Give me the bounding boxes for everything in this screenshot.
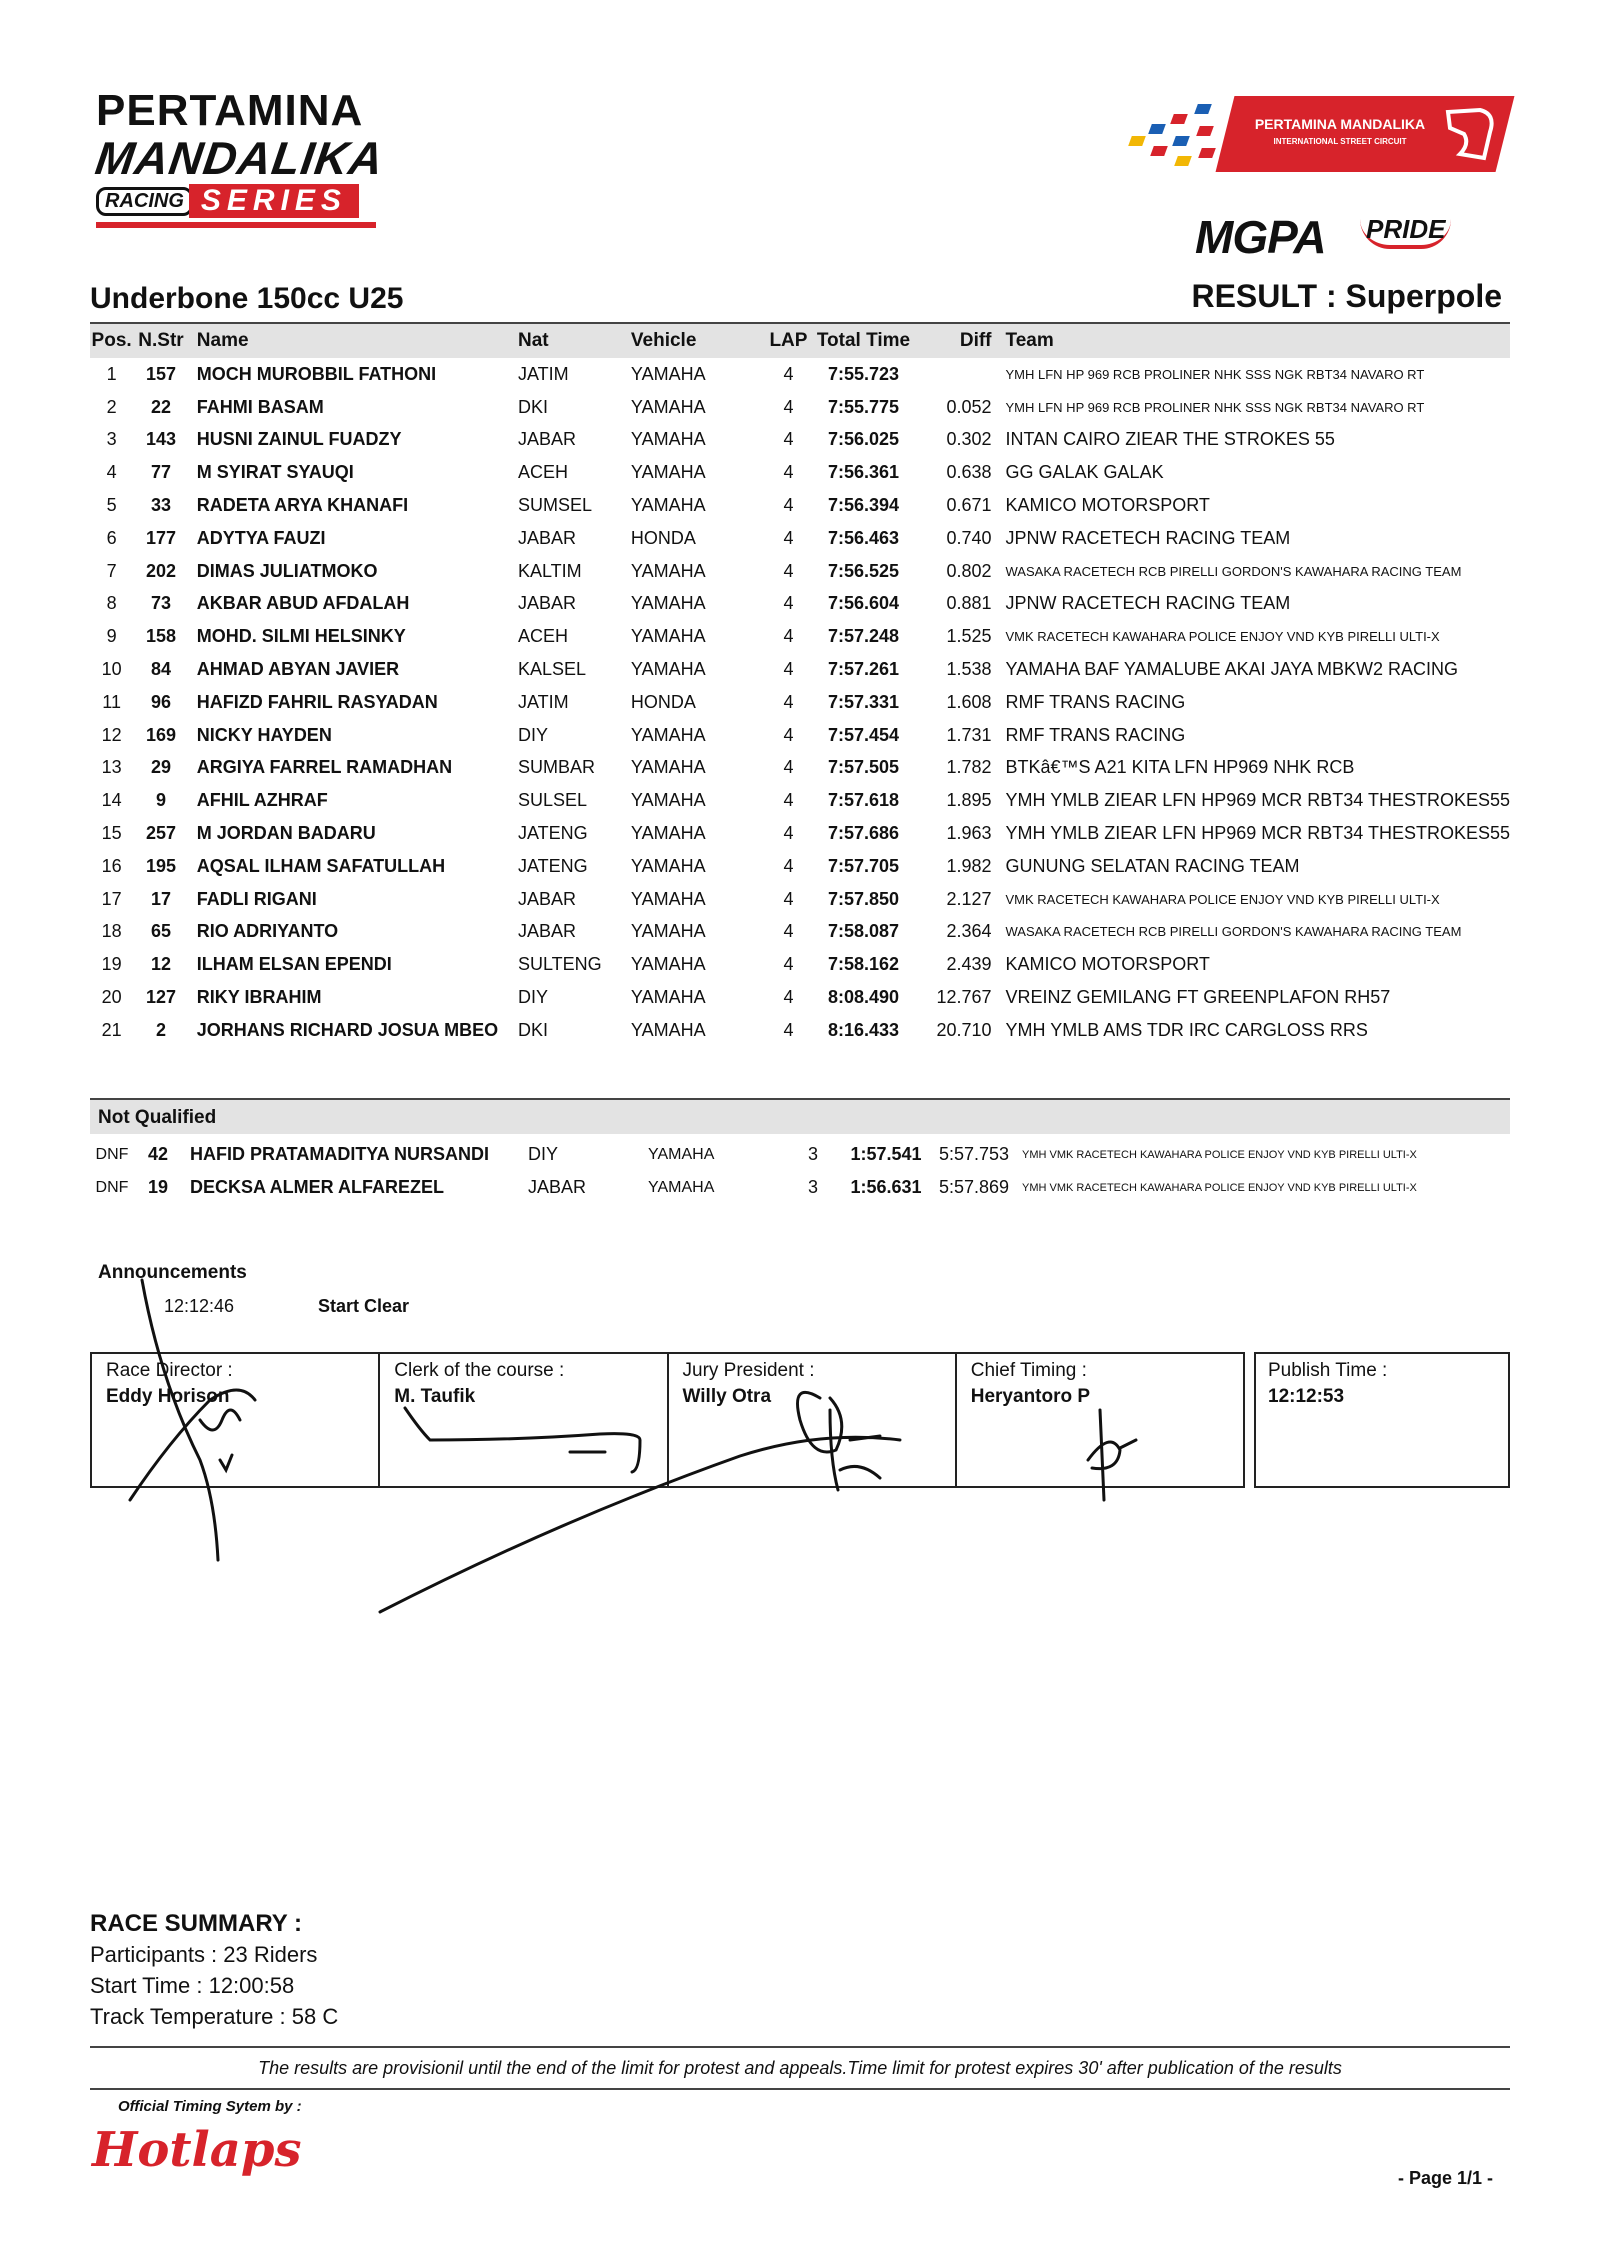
cell-pos: 12 — [101, 724, 122, 745]
cell-lap: 4 — [783, 888, 794, 909]
result-row — [90, 817, 1510, 850]
cell-nstr: 17 — [150, 888, 172, 909]
cell-vehicle: YAMAHA — [630, 954, 706, 975]
cell-nat: SUMSEL — [517, 495, 593, 516]
cell-pos: 6 — [106, 527, 117, 548]
cell-lap: 4 — [783, 527, 794, 548]
cell-nat: JATIM — [517, 691, 569, 712]
official-race-director — [92, 1354, 380, 1486]
cell-nat: JABAR — [517, 429, 577, 450]
cell-nat: KALSEL — [517, 659, 587, 680]
cell-total-time: 7:57.618 — [827, 790, 900, 811]
cell-diff: 5:57.869 — [938, 1177, 1010, 1197]
cell-nstr: 33 — [150, 495, 172, 516]
cell-name: AQSAL ILHAM SAFATULLAH — [196, 855, 446, 876]
cell-vehicle: YAMAHA — [648, 1178, 715, 1196]
cell-name: DECKSA ALMER ALFAREZEL — [190, 1177, 444, 1197]
cell-name: ARGIYA FARREL RAMADHAN — [196, 757, 453, 778]
result-row — [90, 489, 1510, 522]
cell-vehicle: YAMAHA — [630, 363, 706, 384]
result-row — [90, 588, 1510, 621]
cell-lap: 4 — [783, 429, 794, 450]
cell-vehicle: YAMAHA — [630, 823, 706, 844]
cell-lap: 3 — [807, 1177, 818, 1197]
logo-line-2: MANDALIKA — [92, 132, 388, 184]
results-table — [90, 322, 1510, 1047]
cell-lap: 4 — [783, 790, 794, 811]
announcement-text: Start Clear — [318, 1296, 410, 1316]
cell-diff: 12.767 — [936, 987, 992, 1008]
cell-vehicle: HONDA — [630, 527, 696, 548]
circuit-track-icon — [1440, 104, 1500, 166]
logo-line-1: PERTAMINA — [96, 86, 364, 135]
cell-total-time: 7:58.087 — [827, 921, 900, 942]
cell-team: JPNW RACETECH RACING TEAM — [1005, 593, 1291, 614]
result-row — [90, 555, 1510, 588]
result-row — [90, 948, 1510, 981]
cell-diff: 1.608 — [946, 691, 992, 712]
cell-nat: ACEH — [517, 626, 568, 647]
officials-box — [90, 1352, 1245, 1488]
cell-pos: 5 — [106, 495, 117, 516]
cell-pos: 13 — [101, 757, 122, 778]
col-lap: LAP — [765, 323, 813, 358]
cell-name: AKBAR ABUD AFDALAH — [196, 593, 410, 614]
official-name: Eddy Horison — [106, 1386, 230, 1407]
cell-team: YMH YMLB ZIEAR LFN HP969 MCR RBT34 THESTROKES55 — [1005, 790, 1510, 811]
cell-team: WASAKA RACETECH RCB PIRELLI GORDON'S KAWAHARA RACING TEAM — [1005, 924, 1462, 940]
cell-name: ILHAM ELSAN EPENDI — [196, 954, 392, 975]
cell-name: HUSNI ZAINUL FUADZY — [196, 429, 402, 450]
cell-pos: DNF — [95, 1145, 129, 1163]
cell-diff: 2.364 — [946, 921, 992, 942]
cell-name: MOCH MUROBBIL FATHONI — [196, 363, 437, 384]
cell-name: NICKY HAYDEN — [196, 724, 332, 745]
cell-nat: DIY — [517, 987, 548, 1008]
cell-lap: 4 — [783, 1019, 794, 1040]
col-nstr: N.Str — [133, 323, 189, 358]
cell-nat: ACEH — [517, 462, 568, 483]
cell-nat: DIY — [517, 724, 548, 745]
result-row — [90, 620, 1510, 653]
logo-racing: RACING — [96, 187, 193, 216]
cell-nstr: 19 — [147, 1177, 169, 1197]
cell-lap: 4 — [783, 462, 794, 483]
result-row — [90, 522, 1510, 555]
cell-nat: DKI — [517, 396, 548, 417]
announcements-title: Announcements — [98, 1262, 247, 1283]
race-summary — [90, 1908, 338, 2032]
cell-total-time: 8:08.490 — [827, 987, 900, 1008]
cell-pos: 7 — [106, 560, 117, 581]
cell-team: JPNW RACETECH RACING TEAM — [1005, 527, 1291, 548]
cell-nstr: 169 — [145, 724, 177, 745]
cell-pos: 3 — [106, 429, 117, 450]
cell-pos: 11 — [102, 691, 121, 712]
not-qualified-body — [90, 1138, 1417, 1204]
cell-vehicle: YAMAHA — [630, 888, 706, 909]
cell-nstr: 158 — [145, 626, 177, 647]
cell-nat: JABAR — [517, 921, 577, 942]
cell-nstr: 195 — [145, 855, 177, 876]
cell-vehicle: YAMAHA — [630, 790, 706, 811]
cell-team: BTKâ€™S A21 KITA LFN HP969 NHK RCB — [1005, 757, 1355, 778]
cell-nstr: 84 — [150, 659, 172, 680]
cell-team: YMH LFN HP 969 RCB PROLINER NHK SSS NGK RBT34 NAVARO RT — [1005, 366, 1425, 382]
timing-system-label: Official Timing Sytem by : — [118, 2098, 302, 2115]
cell-pos: 9 — [106, 626, 117, 647]
result-row — [90, 391, 1510, 424]
cell-diff: 1.982 — [946, 855, 992, 876]
cell-name: DIMAS JULIATMOKO — [196, 560, 378, 581]
cell-name: AFHIL AZHRAF — [196, 790, 328, 811]
cell-team: VREINZ GEMILANG FT GREENPLAFON RH57 — [1005, 987, 1391, 1008]
circuit-logo — [1130, 96, 1510, 176]
not-qualified-row — [90, 1171, 1417, 1204]
cell-diff: 0.052 — [946, 396, 992, 417]
result-row — [90, 456, 1510, 489]
cell-diff: 0.740 — [946, 527, 992, 548]
publish-label: Publish Time : — [1268, 1360, 1388, 1381]
publish-time-box — [1254, 1352, 1510, 1488]
cell-nat: KALTIM — [517, 560, 582, 581]
cell-nat: JABAR — [517, 888, 577, 909]
cell-pos: 8 — [106, 593, 117, 614]
cell-team: GG GALAK GALAK — [1005, 462, 1164, 483]
page-number: - Page 1/1 - — [1398, 2168, 1494, 2188]
cell-team: YMH YMLB AMS TDR IRC CARGLOSS RRS — [1005, 1019, 1368, 1040]
cell-pos: 1 — [106, 363, 117, 384]
cell-nstr: 9 — [156, 790, 167, 811]
cell-total-time: 7:57.261 — [827, 659, 900, 680]
cell-nat: DIY — [528, 1144, 559, 1164]
cell-vehicle: HONDA — [630, 691, 696, 712]
logo-series: SERIES — [189, 184, 359, 218]
result-row — [90, 883, 1510, 916]
cell-name: FAHMI BASAM — [196, 396, 324, 417]
cell-pos: DNF — [95, 1178, 129, 1196]
result-row — [90, 981, 1510, 1014]
summary-track-temp: Track Temperature : 58 C — [90, 2004, 339, 2029]
results-body — [90, 358, 1510, 1047]
official-label: Clerk of the course : — [394, 1360, 565, 1381]
cell-total-time: 7:56.361 — [827, 462, 900, 483]
official-label: Chief Timing : — [970, 1360, 1087, 1381]
result-row — [90, 916, 1510, 949]
col-pos: Pos. — [90, 323, 133, 358]
cell-team: YAMAHA BAF YAMALUBE AKAI JAYA MBKW2 RACING — [1005, 659, 1458, 680]
cell-pos: 2 — [106, 396, 117, 417]
cell-nat: SUMBAR — [517, 757, 595, 778]
cell-name: RADETA ARYA KHANAFI — [196, 495, 409, 516]
cell-diff: 1.895 — [946, 790, 992, 811]
cell-pos: 17 — [101, 888, 122, 909]
cell-vehicle: YAMAHA — [630, 1019, 706, 1040]
cell-vehicle: YAMAHA — [630, 462, 706, 483]
cell-diff: 1.963 — [946, 823, 992, 844]
not-qualified-row — [90, 1138, 1417, 1171]
cell-name: HAFIZD FAHRIL RASYADAN — [196, 691, 438, 712]
cell-lap: 4 — [783, 495, 794, 516]
cell-name: RIKY IBRAHIM — [196, 987, 322, 1008]
cell-vehicle: YAMAHA — [648, 1145, 715, 1163]
result-row — [90, 784, 1510, 817]
cell-name: HAFID PRATAMADITYA NURSANDI — [190, 1144, 489, 1164]
cell-pos: 19 — [101, 954, 122, 975]
cell-nat: JATENG — [517, 823, 588, 844]
cell-total-time: 1:56.631 — [850, 1177, 922, 1197]
cell-diff: 0.302 — [946, 429, 992, 450]
cell-diff: 0.671 — [946, 495, 992, 516]
cell-diff: 2.127 — [946, 888, 992, 909]
col-total-time: Total Time — [812, 323, 914, 358]
cell-diff: 2.439 — [946, 954, 992, 975]
cell-nat: JABAR — [528, 1177, 587, 1197]
cell-team: VMK RACETECH KAWAHARA POLICE ENJOY VND KYB PIRELLI ULTI-X — [1005, 891, 1440, 907]
cell-vehicle: YAMAHA — [630, 495, 706, 516]
cell-diff: 1.782 — [946, 757, 992, 778]
cell-name: FADLI RIGANI — [196, 888, 317, 909]
col-nat: Nat — [518, 323, 631, 358]
cell-nat: JABAR — [517, 593, 577, 614]
cell-name: ADYTYA FAUZI — [196, 527, 326, 548]
cell-diff: 1.525 — [946, 626, 992, 647]
cell-total-time: 1:57.541 — [850, 1144, 922, 1164]
cell-vehicle: YAMAHA — [630, 560, 706, 581]
cell-name: MOHD. SILMI HELSINKY — [196, 626, 406, 647]
cell-team: YMH LFN HP 969 RCB PROLINER NHK SSS NGK RBT34 NAVARO RT — [1005, 399, 1425, 415]
cell-nstr: 177 — [145, 527, 177, 548]
cell-name: RIO ADRIYANTO — [196, 921, 339, 942]
cell-lap: 4 — [783, 987, 794, 1008]
cell-name: M JORDAN BADARU — [196, 823, 376, 844]
cell-vehicle: YAMAHA — [630, 626, 706, 647]
cell-pos: 20 — [101, 987, 122, 1008]
cell-total-time: 7:56.463 — [827, 527, 900, 548]
cell-lap: 4 — [783, 757, 794, 778]
cell-lap: 4 — [783, 363, 794, 384]
cell-team: RMF TRANS RACING — [1005, 724, 1186, 745]
not-qualified-table — [90, 1138, 1417, 1204]
col-name: Name — [189, 323, 518, 358]
cell-team: YMH VMK RACETECH KAWAHARA POLICE ENJOY VND KYB PIRELLI ULTI-X — [1022, 1148, 1417, 1161]
cell-nstr: 42 — [147, 1144, 169, 1164]
disclaimer: The results are provisionil until the end of the limit for protest and appeals.Time limit for protest expires 30' after publication of the results — [90, 2046, 1510, 2090]
result-row — [90, 653, 1510, 686]
cell-diff: 0.638 — [946, 462, 992, 483]
cell-vehicle: YAMAHA — [630, 593, 706, 614]
logo-underline — [96, 222, 376, 228]
result-row — [90, 358, 1510, 391]
cell-total-time: 7:57.248 — [827, 626, 900, 647]
cell-lap: 4 — [783, 593, 794, 614]
cell-pos: 21 — [101, 1019, 122, 1040]
cell-diff: 1.538 — [946, 659, 992, 680]
result-row — [90, 1014, 1510, 1047]
cell-nat: JABAR — [517, 527, 577, 548]
cell-pos: 16 — [101, 855, 122, 876]
official-name: M. Taufik — [394, 1386, 476, 1407]
cell-lap: 4 — [783, 691, 794, 712]
cell-diff: 0.881 — [946, 593, 992, 614]
cell-total-time: 7:57.454 — [827, 724, 900, 745]
cell-vehicle: YAMAHA — [630, 659, 706, 680]
cell-diff: 20.710 — [936, 1019, 992, 1040]
cell-total-time: 7:56.025 — [827, 429, 900, 450]
result-title: RESULT : Superpole — [1191, 278, 1502, 314]
cell-diff: 0.802 — [946, 560, 992, 581]
result-row — [90, 424, 1510, 457]
cell-nat: JATENG — [517, 855, 588, 876]
cell-lap: 4 — [783, 560, 794, 581]
cell-pos: 10 — [101, 659, 122, 680]
cell-pos: 4 — [106, 462, 117, 483]
cell-total-time: 7:55.775 — [827, 396, 900, 417]
pride-logo: PRIDE — [1360, 214, 1451, 249]
not-qualified-title: Not Qualified — [90, 1098, 1510, 1134]
cell-total-time: 7:57.705 — [827, 855, 900, 876]
cell-team: VMK RACETECH KAWAHARA POLICE ENJOY VND KYB PIRELLI ULTI-X — [1005, 629, 1440, 645]
cell-total-time: 7:57.686 — [827, 823, 900, 844]
cell-nstr: 127 — [145, 987, 177, 1008]
cell-total-time: 7:56.525 — [827, 560, 900, 581]
cell-lap: 4 — [783, 855, 794, 876]
cell-vehicle: YAMAHA — [630, 396, 706, 417]
cell-lap: 4 — [783, 724, 794, 745]
cell-nstr: 22 — [150, 396, 172, 417]
cell-nat: SULSEL — [517, 790, 588, 811]
cell-nstr: 96 — [150, 691, 172, 712]
col-team: Team — [992, 323, 1510, 358]
cell-nstr: 73 — [150, 593, 172, 614]
cell-vehicle: YAMAHA — [630, 429, 706, 450]
cell-nstr: 202 — [145, 560, 177, 581]
cell-diff: 1.731 — [946, 724, 992, 745]
cell-nstr: 65 — [150, 921, 172, 942]
cell-nstr: 143 — [145, 429, 177, 450]
cell-team: INTAN CAIRO ZIEAR THE STROKES 55 — [1005, 429, 1335, 450]
cell-diff: 5:57.753 — [938, 1144, 1010, 1164]
cell-pos: 18 — [101, 921, 122, 942]
cell-pos: 15 — [101, 823, 122, 844]
cell-total-time: 7:56.394 — [827, 495, 900, 516]
cell-lap: 4 — [783, 659, 794, 680]
result-row — [90, 850, 1510, 883]
result-row — [90, 719, 1510, 752]
cell-lap: 3 — [807, 1144, 818, 1164]
cell-team: RMF TRANS RACING — [1005, 691, 1186, 712]
cell-team: GUNUNG SELATAN RACING TEAM — [1005, 855, 1300, 876]
cell-name: AHMAD ABYAN JAVIER — [196, 659, 400, 680]
summary-start-time: Start Time : 12:00:58 — [90, 1973, 295, 1998]
cell-vehicle: YAMAHA — [630, 757, 706, 778]
cell-team: KAMICO MOTORSPORT — [1005, 954, 1210, 975]
class-title: Underbone 150cc U25 — [90, 282, 404, 315]
cell-team: WASAKA RACETECH RCB PIRELLI GORDON'S KAWAHARA RACING TEAM — [1005, 563, 1462, 579]
summary-participants: Participants : 23 Riders — [90, 1942, 318, 1967]
series-logo — [92, 86, 388, 228]
cell-nat: SULTENG — [517, 954, 602, 975]
cell-total-time: 7:57.850 — [827, 888, 900, 909]
cell-nstr: 77 — [150, 462, 172, 483]
cell-lap: 4 — [783, 396, 794, 417]
cell-name: M SYIRAT SYAUQI — [196, 462, 354, 483]
cell-nstr: 257 — [145, 823, 177, 844]
official-label: Jury President : — [682, 1360, 815, 1381]
results-header-row — [90, 323, 1510, 358]
hotlaps-logo: Hotlaps — [92, 2122, 302, 2178]
circuit-logo-title: PERTAMINA MANDALIKA — [1254, 116, 1426, 132]
cell-total-time: 7:57.505 — [827, 757, 900, 778]
publish-time: 12:12:53 — [1268, 1386, 1345, 1407]
cell-vehicle: YAMAHA — [630, 855, 706, 876]
result-row — [90, 686, 1510, 719]
cell-total-time: 7:57.331 — [827, 691, 900, 712]
cell-diff — [915, 358, 992, 391]
cell-vehicle: YAMAHA — [630, 921, 706, 942]
summary-title: RACE SUMMARY : — [90, 1910, 303, 1937]
cell-pos: 14 — [101, 790, 122, 811]
circuit-logo-subtitle: INTERNATIONAL STREET CIRCUIT — [1273, 137, 1407, 146]
cell-name: JORHANS RICHARD JOSUA MBEO — [196, 1019, 499, 1040]
mgpa-logo: MGPA — [1195, 211, 1326, 263]
cell-nstr: 29 — [150, 757, 172, 778]
cell-total-time: 7:58.162 — [827, 954, 900, 975]
cell-lap: 4 — [783, 626, 794, 647]
cell-vehicle: YAMAHA — [630, 724, 706, 745]
cell-lap: 4 — [783, 823, 794, 844]
col-diff: Diff — [915, 323, 992, 358]
cell-vehicle: YAMAHA — [630, 987, 706, 1008]
cell-nstr: 157 — [145, 363, 177, 384]
cell-nat: DKI — [517, 1019, 548, 1040]
result-row — [90, 752, 1510, 785]
cell-total-time: 7:56.604 — [827, 593, 900, 614]
official-chief-timing — [957, 1354, 1243, 1486]
cell-team: YMH YMLB ZIEAR LFN HP969 MCR RBT34 THESTROKES55 — [1005, 823, 1510, 844]
cell-nstr: 12 — [150, 954, 172, 975]
cell-nstr: 2 — [156, 1019, 167, 1040]
cell-lap: 4 — [783, 954, 794, 975]
official-name: Willy Otra — [682, 1386, 772, 1407]
col-vehicle: Vehicle — [631, 323, 765, 358]
cell-lap: 4 — [783, 921, 794, 942]
announcement-time: 12:12:46 — [164, 1296, 235, 1316]
official-name: Heryantoro P — [970, 1386, 1091, 1407]
official-label: Race Director : — [106, 1360, 233, 1381]
cell-team: KAMICO MOTORSPORT — [1005, 495, 1210, 516]
cell-team: YMH VMK RACETECH KAWAHARA POLICE ENJOY VND KYB PIRELLI ULTI-X — [1022, 1181, 1417, 1194]
official-jury-president — [669, 1354, 957, 1486]
cell-total-time: 7:55.723 — [827, 363, 900, 384]
official-clerk — [380, 1354, 668, 1486]
cell-total-time: 8:16.433 — [827, 1019, 900, 1040]
cell-nat: JATIM — [517, 363, 569, 384]
